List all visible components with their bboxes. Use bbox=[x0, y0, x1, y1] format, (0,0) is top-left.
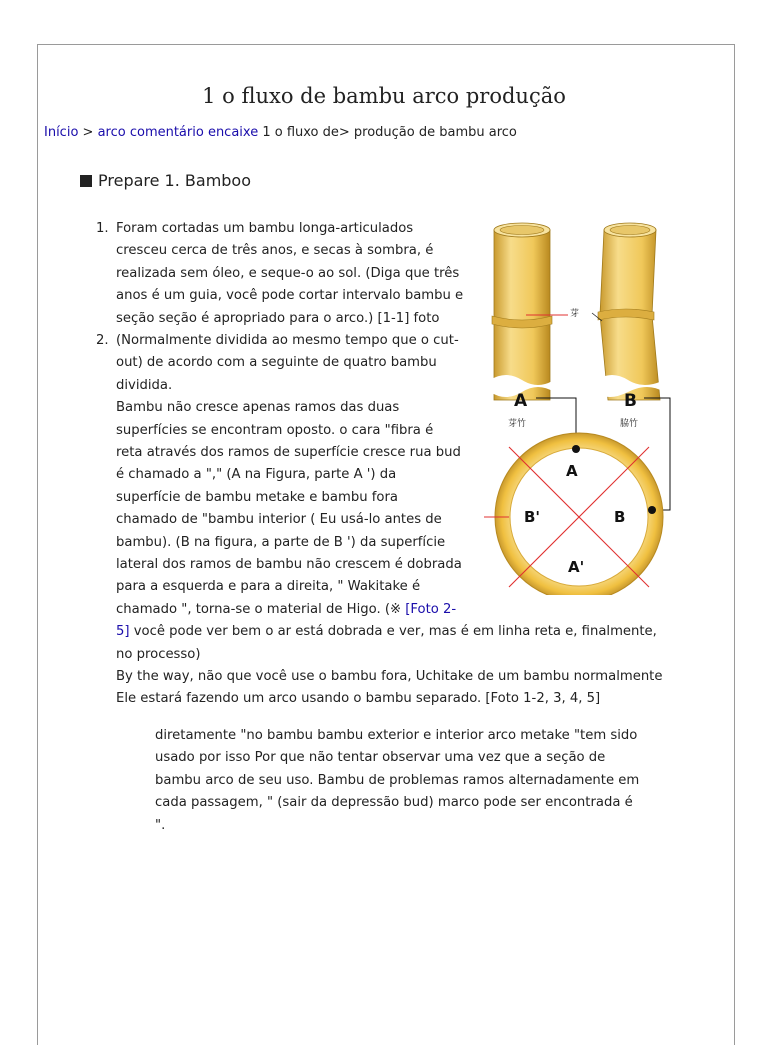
page-title: 1 o fluxo de bambu arco produção bbox=[202, 84, 566, 108]
list-item-2-line: para a esquerda e para a direita, " Wakitake é bbox=[116, 579, 421, 595]
indented-paragraph bbox=[155, 725, 639, 837]
photo-link[interactable]: 5] bbox=[116, 624, 130, 640]
list-item-2-line: é chamado a "," (A na Figura, parte A ') da bbox=[116, 467, 397, 483]
list-item-2-line: (Normalmente dividida ao mesmo tempo que o cut- bbox=[116, 333, 459, 348]
ring-label-b: B bbox=[614, 508, 626, 526]
paragraph-line: ". bbox=[155, 817, 166, 833]
stalk-sublabel-a: 芽竹 bbox=[508, 419, 527, 429]
list-item-2-line: out) de acordo com a seguinte de quatro bambu bbox=[116, 355, 437, 371]
breadcrumb bbox=[44, 125, 517, 140]
paragraph-line: usado por isso Por que não tentar observar uma vez que a seção de bbox=[155, 750, 606, 766]
bamboo-cross-section bbox=[484, 433, 663, 595]
breadcrumb-current: 1 o fluxo de> produção de bambu arco bbox=[258, 125, 517, 140]
section-heading bbox=[80, 171, 251, 190]
breadcrumb-separator: > bbox=[78, 125, 98, 140]
left-bamboo-stalk bbox=[490, 223, 554, 400]
paragraph-line: bambu arco de seu uso. Bambu de problemas ramos alternadamente em bbox=[155, 772, 640, 788]
stalk-label-b: B bbox=[624, 391, 637, 411]
list-item-2-line: By the way, não que você use o bambu fora, Uchitake de um bambu normalmente bbox=[116, 669, 663, 684]
list-item-2-line: Ele estará fazendo um arco usando o bambu separado. [Foto 1-2, 3, 4, 5] bbox=[116, 691, 601, 707]
list-item-1-line: anos é um guia, você pode cortar intervalo bambu e bbox=[116, 288, 464, 304]
list-item-2-line bbox=[116, 621, 657, 643]
list-item-1-line: cresceu cerca de três anos, e secas à sombra, é bbox=[116, 243, 434, 259]
paragraph-line: diretamente "no bambu bambu exterior e interior arco metake "tem sido bbox=[155, 728, 638, 743]
list-number-2: 2. bbox=[96, 333, 109, 348]
list-item-2-line: Bambu não cresce apenas ramos das duas bbox=[116, 400, 400, 416]
ring-label-a-prime: A' bbox=[568, 558, 585, 576]
list-item-2-line: no processo) bbox=[116, 646, 201, 662]
photo-link[interactable]: [Foto 2- bbox=[405, 601, 457, 617]
ring-label-a: A bbox=[566, 462, 578, 480]
list-item-2-line: bambu). (B na figura, a parte de B ') da superfície bbox=[116, 534, 446, 550]
marker-dot-b bbox=[648, 506, 656, 514]
stalk-sublabel-b: 脇竹 bbox=[620, 419, 639, 429]
list-item-1-line: realizada sem óleo, e seque-o ao sol. (Diga que três bbox=[116, 265, 460, 281]
list-item-2-line: reta através dos ramos de superfície cresce rua bud bbox=[116, 445, 461, 460]
marker-dot-a bbox=[572, 445, 580, 453]
paragraph-line: cada passagem, " (sair da depressão bud) marco pode ser encontrada é bbox=[155, 795, 633, 811]
list-item-2-line bbox=[116, 599, 456, 621]
list-item-2-line: lateral dos ramos de bambu não crescem é dobrada bbox=[116, 557, 462, 572]
right-bamboo-stalk bbox=[596, 223, 664, 400]
list-item-2-line: superfície de bambu metake e bambu fora bbox=[116, 489, 398, 505]
list-item-2-line: dividida. bbox=[116, 377, 173, 393]
breadcrumb-category-link[interactable]: arco comentário encaixe bbox=[97, 125, 259, 140]
list-item-2-line: chamado de "bambu interior ( Eu usá-lo antes de bbox=[116, 512, 442, 528]
list-item-2-line: superfícies se encontram oposto. o cara "fibra é bbox=[116, 422, 434, 438]
list-item-1-line: Foram cortadas um bambu longa-articulados bbox=[116, 221, 414, 236]
bamboo-diagram bbox=[484, 220, 684, 595]
bud-label: 芽 bbox=[570, 309, 580, 319]
black-square-icon bbox=[80, 175, 92, 187]
stalk-label-a: A bbox=[514, 391, 528, 411]
list-item-1-line: seção seção é apropriado para o arco.) [1-1] foto bbox=[116, 310, 440, 326]
section-heading-text: Prepare 1. Bamboo bbox=[98, 171, 252, 190]
ring-label-b-prime: B' bbox=[524, 508, 541, 526]
text-after-link: você pode ver bem o ar está dobrada e ver, mas é em linha reta e, finalmente, bbox=[129, 624, 657, 640]
list-number-1: 1. bbox=[96, 221, 109, 236]
text-before-link: chamado ", torna-se o material de Higo. (※ bbox=[116, 601, 406, 617]
breadcrumb-home-link[interactable]: Início bbox=[44, 125, 79, 140]
